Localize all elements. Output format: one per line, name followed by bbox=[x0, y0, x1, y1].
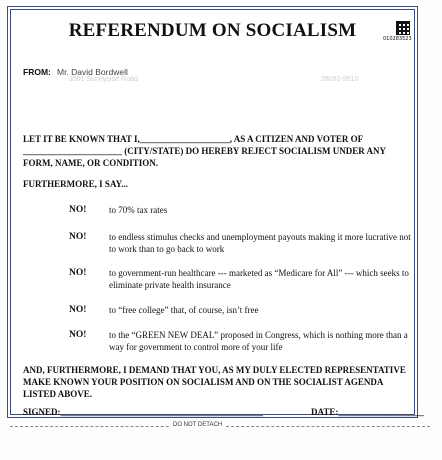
item-text: to endless stimulus checks and unemployment payouts making it more lucrative not to work than to go back to work bbox=[109, 232, 411, 254]
date-line[interactable]: DATE:___________________ bbox=[311, 407, 424, 417]
item-text: to government-run healthcare --- marketed as “Medicare for All” --- which seeks to eliminate private health insurance bbox=[109, 268, 409, 290]
demand-paragraph: AND, FURTHERMORE, I DEMAND THAT YOU, AS MY DULY ELECTED REPRESENTATIVE MAKE KNOWN YOUR POSITION ON SOCIALISM AND ON THE SOCIALIST AGENDA LISTED ABOVE. bbox=[23, 365, 406, 399]
item-text: to 70% tax rates bbox=[109, 205, 168, 215]
declaration-paragraph: LET IT BE KNOWN THAT I,____________________, AS A CITIZEN AND VOTER OF ______________________ (CITY/STATE) DO HEREBY REJECT SOCIALISM UNDER ANY FORM, NAME, OR CONDITION. bbox=[23, 134, 386, 168]
form-code: 010283523 bbox=[383, 36, 412, 42]
from-label: FROM: bbox=[23, 67, 51, 77]
no-label: NO! bbox=[69, 268, 87, 278]
do-not-detach-label: DO NOT DETACH bbox=[170, 422, 225, 428]
no-label: NO! bbox=[69, 232, 87, 242]
no-label: NO! bbox=[69, 305, 87, 315]
no-label: NO! bbox=[69, 205, 87, 215]
from-name: Mr. David Bordwell bbox=[56, 67, 128, 77]
no-label: NO! bbox=[69, 330, 87, 340]
ghost-address-3: 28092-9510 bbox=[321, 76, 359, 83]
item-text: to “free college” that, of course, isn’t free bbox=[109, 305, 259, 315]
furthermore-heading: FURTHERMORE, I SAY... bbox=[23, 179, 129, 189]
item-text: to the “GREEN NEW DEAL” proposed in Congress, which is nothing more than a way for government to control more of your life bbox=[109, 330, 408, 352]
form-title: REFERENDUM ON SOCIALISM bbox=[68, 20, 357, 41]
referendum-form bbox=[7, 6, 424, 418]
signature-line[interactable]: SIGNED:_____________________________________________ bbox=[23, 407, 264, 417]
barcode-icon bbox=[396, 21, 410, 35]
ghost-address-1: 3501 Sunnyside Road bbox=[69, 76, 138, 83]
